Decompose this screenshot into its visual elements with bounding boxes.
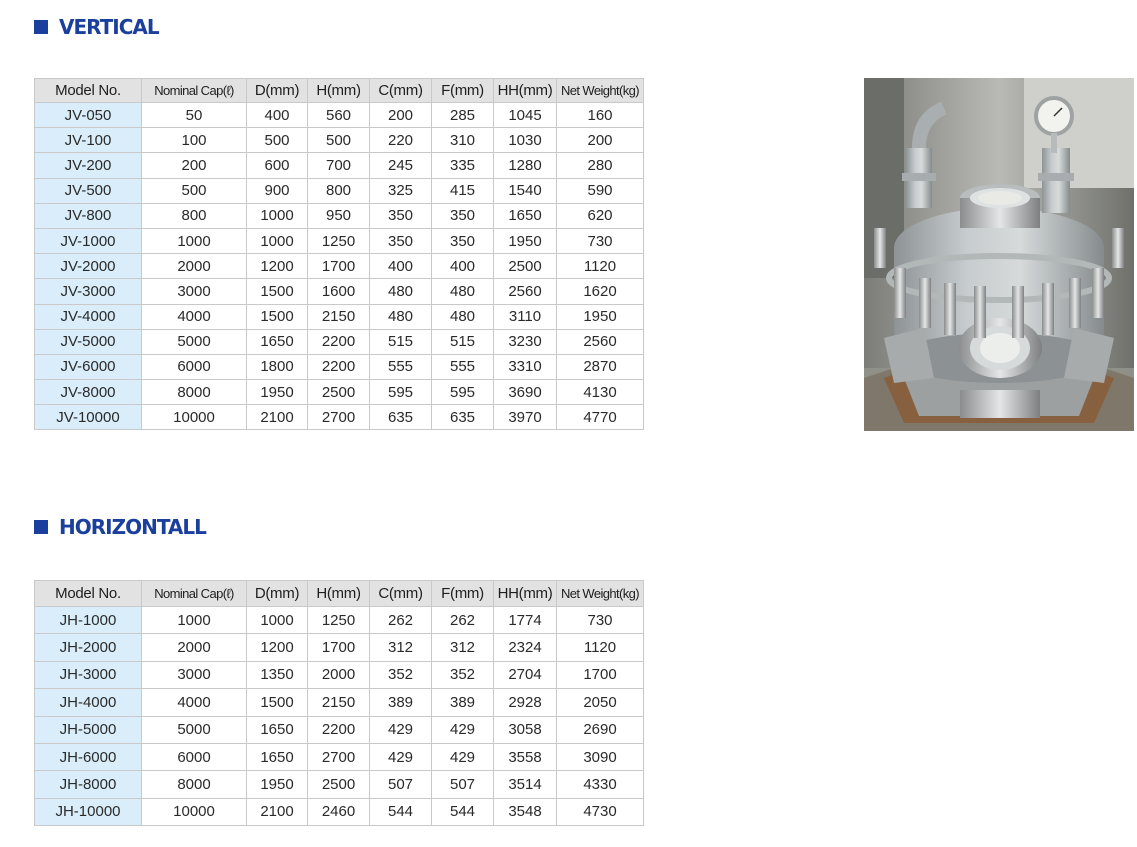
table-cell: 507	[432, 771, 494, 798]
table-cell: 2200	[308, 716, 370, 743]
square-bullet-icon	[34, 20, 48, 34]
table-cell: 1030	[494, 128, 557, 153]
table-row	[35, 153, 644, 178]
table-cell: 352	[432, 661, 494, 688]
column-header: F(mm)	[432, 581, 494, 607]
table-cell: 1950	[247, 380, 308, 405]
table-cell: 2500	[308, 380, 370, 405]
column-header: D(mm)	[247, 581, 308, 607]
model-cell: JV-500	[35, 178, 142, 203]
table-cell: 1540	[494, 178, 557, 203]
table-cell: 262	[432, 607, 494, 634]
column-header: C(mm)	[370, 79, 432, 103]
table-cell: 3000	[142, 279, 247, 304]
table-cell: 515	[432, 329, 494, 354]
table-cell: 2560	[557, 329, 644, 354]
table-cell: 50	[142, 103, 247, 128]
table-row	[35, 716, 644, 743]
table-row	[35, 203, 644, 228]
table-cell: 2560	[494, 279, 557, 304]
table-cell: 3558	[494, 743, 557, 770]
table-cell: 2324	[494, 634, 557, 661]
model-cell: JV-2000	[35, 254, 142, 279]
table-cell: 595	[432, 380, 494, 405]
table-cell: 350	[432, 203, 494, 228]
column-header: F(mm)	[432, 79, 494, 103]
table-cell: 560	[308, 103, 370, 128]
vertical-table-body	[35, 103, 644, 430]
table-cell: 6000	[142, 743, 247, 770]
table-cell: 415	[432, 178, 494, 203]
table-cell: 8000	[142, 771, 247, 798]
table-row	[35, 743, 644, 770]
column-header: HH(mm)	[494, 581, 557, 607]
table-cell: 635	[432, 405, 494, 430]
table-cell: 6000	[142, 354, 247, 379]
table-cell: 4730	[557, 798, 644, 825]
table-cell: 350	[432, 228, 494, 253]
table-cell: 429	[432, 716, 494, 743]
table-cell: 1250	[308, 607, 370, 634]
table-cell: 800	[308, 178, 370, 203]
column-header: D(mm)	[247, 79, 308, 103]
model-cell: JV-8000	[35, 380, 142, 405]
table-cell: 620	[557, 203, 644, 228]
table-cell: 1650	[247, 329, 308, 354]
model-cell: JV-050	[35, 103, 142, 128]
table-cell: 480	[432, 279, 494, 304]
table-cell: 389	[432, 689, 494, 716]
table-cell: 2000	[308, 661, 370, 688]
model-cell: JH-6000	[35, 743, 142, 770]
table-cell: 1700	[308, 254, 370, 279]
table-cell: 544	[370, 798, 432, 825]
table-cell: 2150	[308, 689, 370, 716]
table-cell: 900	[247, 178, 308, 203]
model-cell: JV-3000	[35, 279, 142, 304]
table-cell: 1950	[557, 304, 644, 329]
table-cell: 200	[142, 153, 247, 178]
table-cell: 335	[432, 153, 494, 178]
table-cell: 312	[432, 634, 494, 661]
model-cell: JV-200	[35, 153, 142, 178]
table-cell: 3000	[142, 661, 247, 688]
table-cell: 1000	[247, 203, 308, 228]
table-header-row	[35, 581, 644, 607]
model-cell: JV-800	[35, 203, 142, 228]
table-cell: 500	[247, 128, 308, 153]
table-cell: 1950	[247, 771, 308, 798]
column-header: H(mm)	[308, 79, 370, 103]
column-header: Nominal Cap(ℓ)	[142, 79, 247, 103]
horizontal-table-body	[35, 607, 644, 826]
table-cell: 595	[370, 380, 432, 405]
column-header: Model No.	[35, 79, 142, 103]
table-cell: 429	[370, 743, 432, 770]
table-cell: 3090	[557, 743, 644, 770]
table-cell: 635	[370, 405, 432, 430]
model-cell: JH-3000	[35, 661, 142, 688]
table-cell: 1500	[247, 304, 308, 329]
table-cell: 555	[370, 354, 432, 379]
model-cell: JH-1000	[35, 607, 142, 634]
table-cell: 1045	[494, 103, 557, 128]
table-cell: 1000	[247, 607, 308, 634]
square-bullet-icon	[34, 520, 48, 534]
table-row	[35, 329, 644, 354]
table-cell: 2500	[494, 254, 557, 279]
table-cell: 2704	[494, 661, 557, 688]
table-cell: 3548	[494, 798, 557, 825]
table-cell: 3310	[494, 354, 557, 379]
table-cell: 350	[370, 203, 432, 228]
table-cell: 1120	[557, 254, 644, 279]
table-cell: 2000	[142, 634, 247, 661]
table-cell: 507	[370, 771, 432, 798]
table-cell: 1600	[308, 279, 370, 304]
table-cell: 555	[432, 354, 494, 379]
section-title-horizontal	[34, 515, 206, 539]
table-row	[35, 405, 644, 430]
table-cell: 429	[370, 716, 432, 743]
table-row	[35, 228, 644, 253]
table-cell: 10000	[142, 798, 247, 825]
table-cell: 400	[370, 254, 432, 279]
table-cell: 262	[370, 607, 432, 634]
table-cell: 2200	[308, 329, 370, 354]
table-cell: 950	[308, 203, 370, 228]
table-cell: 4330	[557, 771, 644, 798]
table-cell: 2460	[308, 798, 370, 825]
table-row	[35, 103, 644, 128]
table-cell: 480	[370, 304, 432, 329]
table-cell: 500	[142, 178, 247, 203]
column-header: Net Weight(kg)	[557, 581, 644, 607]
table-row	[35, 128, 644, 153]
table-cell: 2100	[247, 405, 308, 430]
table-row	[35, 354, 644, 379]
table-cell: 4130	[557, 380, 644, 405]
table-cell: 2870	[557, 354, 644, 379]
model-cell: JH-10000	[35, 798, 142, 825]
table-cell: 1700	[308, 634, 370, 661]
table-cell: 200	[370, 103, 432, 128]
table-cell: 730	[557, 607, 644, 634]
table-cell: 480	[370, 279, 432, 304]
table-cell: 3110	[494, 304, 557, 329]
table-cell: 1200	[247, 254, 308, 279]
table-cell: 1000	[142, 607, 247, 634]
column-header: C(mm)	[370, 581, 432, 607]
table-cell: 2928	[494, 689, 557, 716]
table-cell: 590	[557, 178, 644, 203]
table-cell: 1250	[308, 228, 370, 253]
model-cell: JH-5000	[35, 716, 142, 743]
column-header: H(mm)	[308, 581, 370, 607]
table-cell: 8000	[142, 380, 247, 405]
table-row	[35, 771, 644, 798]
table-header-row	[35, 79, 644, 103]
table-cell: 3690	[494, 380, 557, 405]
model-cell: JV-100	[35, 128, 142, 153]
table-row	[35, 634, 644, 661]
table-row	[35, 661, 644, 688]
table-cell: 5000	[142, 716, 247, 743]
table-cell: 2690	[557, 716, 644, 743]
table-cell: 1000	[247, 228, 308, 253]
table-cell: 2200	[308, 354, 370, 379]
model-cell: JH-4000	[35, 689, 142, 716]
table-cell: 2100	[247, 798, 308, 825]
table-cell: 285	[432, 103, 494, 128]
section-title-vertical	[34, 15, 159, 39]
table-cell: 1800	[247, 354, 308, 379]
table-cell: 3058	[494, 716, 557, 743]
table-cell: 220	[370, 128, 432, 153]
table-cell: 600	[247, 153, 308, 178]
table-cell: 700	[308, 153, 370, 178]
table-cell: 310	[432, 128, 494, 153]
table-cell: 312	[370, 634, 432, 661]
model-cell: JH-2000	[35, 634, 142, 661]
table-cell: 352	[370, 661, 432, 688]
table-row	[35, 798, 644, 825]
table-cell: 1280	[494, 153, 557, 178]
table-cell: 480	[432, 304, 494, 329]
table-cell: 730	[557, 228, 644, 253]
table-cell: 3230	[494, 329, 557, 354]
table-cell: 400	[247, 103, 308, 128]
table-cell: 500	[308, 128, 370, 153]
table-cell: 350	[370, 228, 432, 253]
table-cell: 1774	[494, 607, 557, 634]
table-row	[35, 304, 644, 329]
table-cell: 1500	[247, 689, 308, 716]
table-cell: 2700	[308, 743, 370, 770]
table-cell: 100	[142, 128, 247, 153]
table-cell: 200	[557, 128, 644, 153]
table-cell: 2150	[308, 304, 370, 329]
table-cell: 1650	[247, 743, 308, 770]
table-cell: 1200	[247, 634, 308, 661]
table-row	[35, 607, 644, 634]
table-row	[35, 254, 644, 279]
model-cell: JV-4000	[35, 304, 142, 329]
table-cell: 2000	[142, 254, 247, 279]
table-cell: 1000	[142, 228, 247, 253]
table-cell: 389	[370, 689, 432, 716]
table-cell: 4000	[142, 304, 247, 329]
table-cell: 3514	[494, 771, 557, 798]
table-cell: 1350	[247, 661, 308, 688]
column-header: Nominal Cap(ℓ)	[142, 581, 247, 607]
table-cell: 429	[432, 743, 494, 770]
table-cell: 544	[432, 798, 494, 825]
table-cell: 400	[432, 254, 494, 279]
table-cell: 1950	[494, 228, 557, 253]
column-header: Model No.	[35, 581, 142, 607]
table-cell: 160	[557, 103, 644, 128]
model-cell: JH-8000	[35, 771, 142, 798]
table-cell: 1650	[494, 203, 557, 228]
model-cell: JV-1000	[35, 228, 142, 253]
column-header: HH(mm)	[494, 79, 557, 103]
table-row	[35, 178, 644, 203]
table-cell: 4770	[557, 405, 644, 430]
table-cell: 1120	[557, 634, 644, 661]
table-cell: 3970	[494, 405, 557, 430]
section-title-text: HORIZONTALL	[59, 515, 206, 539]
column-header: Net Weight(kg)	[557, 79, 644, 103]
table-cell: 1500	[247, 279, 308, 304]
section-title-text: VERTICAL	[59, 15, 159, 39]
table-cell: 2500	[308, 771, 370, 798]
table-cell: 245	[370, 153, 432, 178]
horizontal-spec-table	[34, 580, 644, 826]
table-cell: 1650	[247, 716, 308, 743]
table-cell: 1620	[557, 279, 644, 304]
table-cell: 515	[370, 329, 432, 354]
table-cell: 2050	[557, 689, 644, 716]
model-cell: JV-5000	[35, 329, 142, 354]
vertical-spec-table	[34, 78, 644, 430]
table-cell: 10000	[142, 405, 247, 430]
table-row	[35, 380, 644, 405]
table-row	[35, 279, 644, 304]
model-cell: JV-6000	[35, 354, 142, 379]
table-cell: 2700	[308, 405, 370, 430]
table-cell: 1700	[557, 661, 644, 688]
table-cell: 325	[370, 178, 432, 203]
reactor-vessel-photo	[864, 78, 1134, 431]
table-cell: 800	[142, 203, 247, 228]
table-cell: 280	[557, 153, 644, 178]
table-cell: 4000	[142, 689, 247, 716]
table-cell: 5000	[142, 329, 247, 354]
model-cell: JV-10000	[35, 405, 142, 430]
table-row	[35, 689, 644, 716]
